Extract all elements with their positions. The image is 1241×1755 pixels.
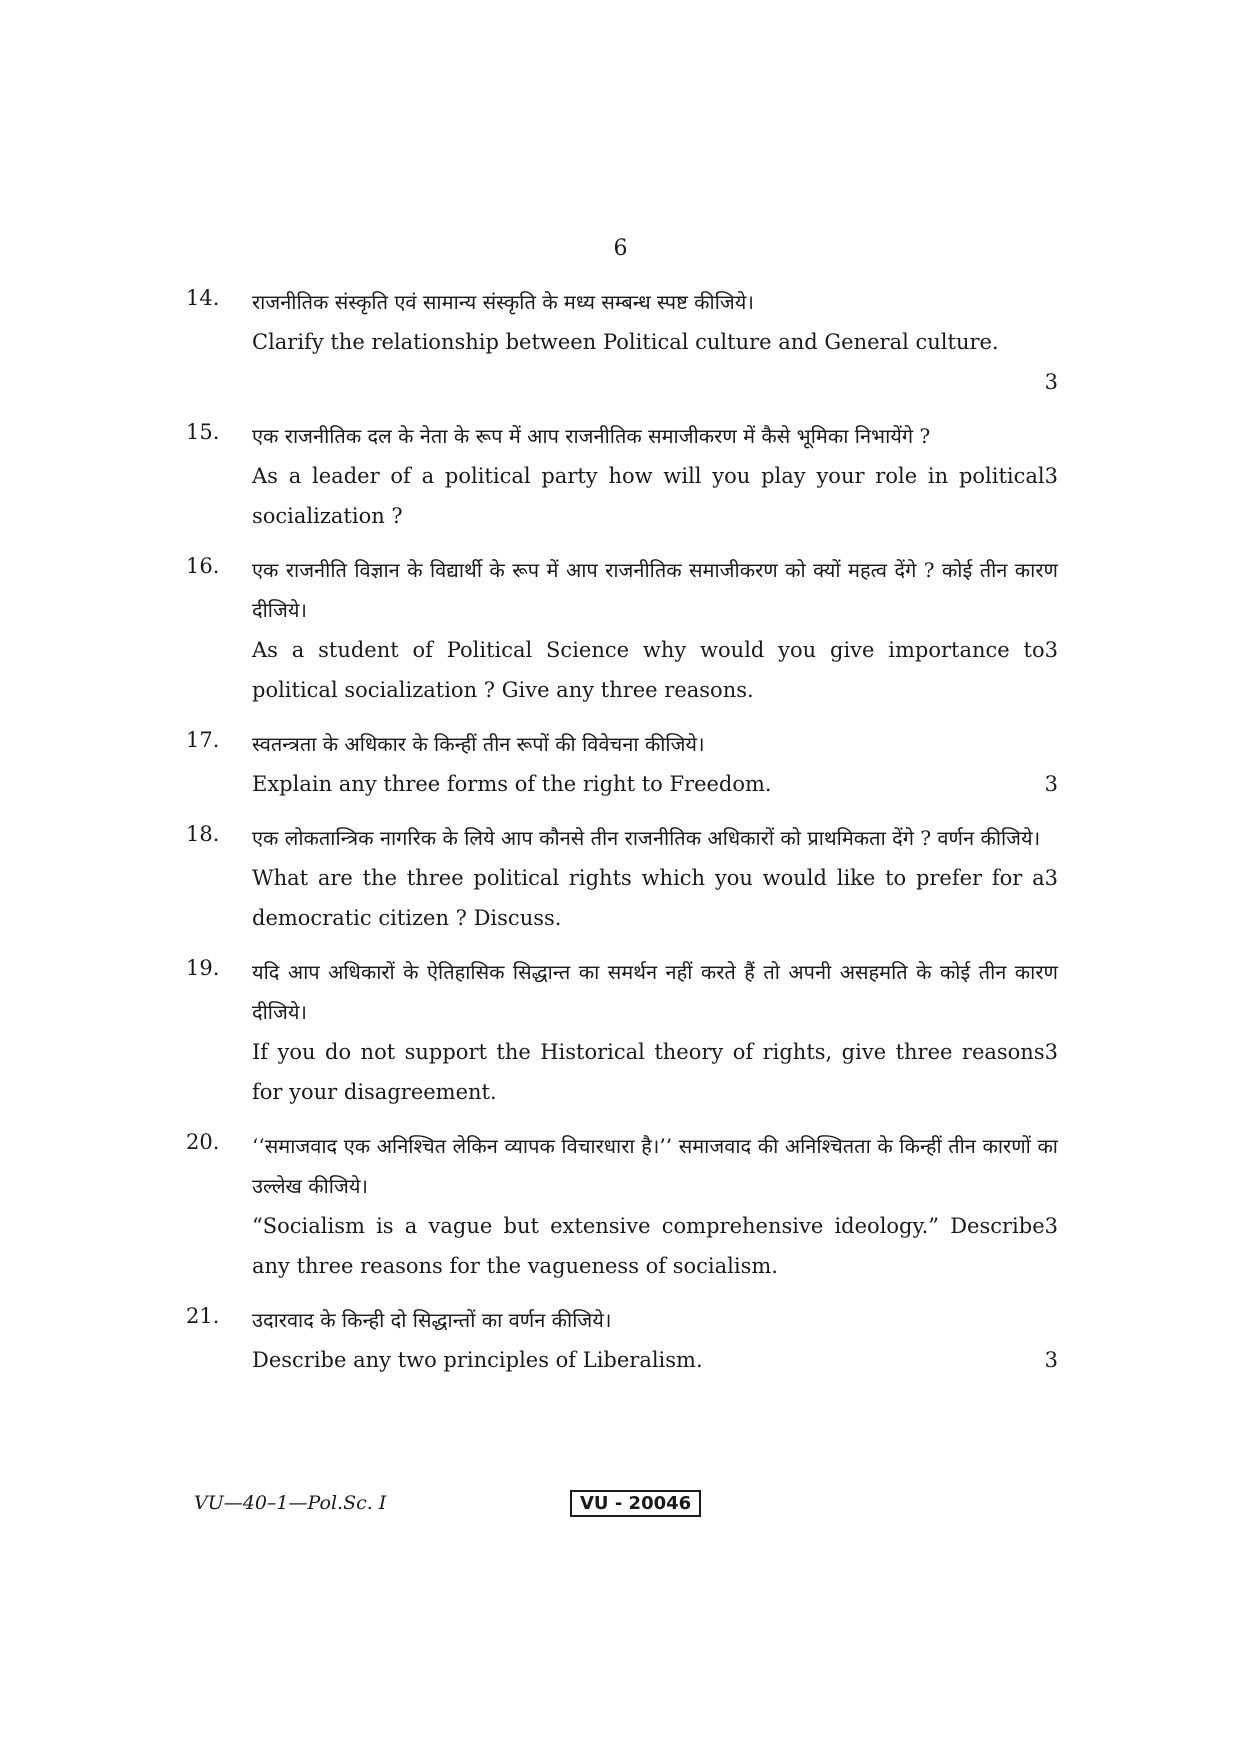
question-number: 16. (186, 554, 220, 578)
question-number: 19. (186, 956, 220, 980)
question-body (252, 416, 1058, 536)
question-number: 20. (186, 1130, 220, 1154)
question-text-english: Explain any three forms of the right to Freedom. (252, 772, 772, 796)
question-marks: 3 (1044, 1214, 1058, 1238)
question-marks: 3 (1044, 772, 1058, 796)
paper-code: VU—40–1—Pol.Sc. I (194, 1492, 387, 1514)
question-text-hindi: ‘‘समाजवाद एक अनिश्चित लेकिन व्यापक विचारधारा है।’’ समाजवाद की अनिश्चितता के किन्हीं तीन कारणों का उल्लेख कीजिये। (252, 1134, 1058, 1198)
question-marks: 3 (1044, 1348, 1058, 1372)
question-text-hindi: राजनीतिक संस्कृति एवं सामान्य संस्कृति के मध्य सम्बन्ध स्पष्ट कीजिये। (252, 290, 754, 314)
question-body (252, 1126, 1058, 1286)
question-list (186, 282, 1058, 1394)
question-english-block (252, 456, 1058, 536)
paper-id-box: VU - 20046 (570, 1490, 701, 1517)
question-text-english: “Socialism is a vague but extensive comprehensive ideology.” Describe any three reasons for the vagueness of socialism. (252, 1214, 1045, 1278)
question-20 (186, 1126, 1058, 1286)
question-text-english: What are the three political rights which you would like to prefer for a democratic citizen ? Discuss. (252, 866, 1045, 930)
question-text-hindi: यदि आप अधिकारों के ऐतिहासिक सिद्धान्त का समर्थन नहीं करते हैं तो अपनी असहमति के कोई तीन कारण दीजिये। (252, 960, 1058, 1024)
question-english-block (252, 858, 1058, 938)
question-english-block (252, 1032, 1058, 1112)
question-marks: 3 (1044, 638, 1058, 662)
question-english-block (252, 1206, 1058, 1286)
question-19 (186, 952, 1058, 1112)
question-text-hindi: एक राजनीतिक दल के नेता के रूप में आप राजनीतिक समाजीकरण में कैसे भूमिका निभायेंगे ? (252, 424, 931, 448)
question-number: 18. (186, 822, 220, 846)
question-14 (186, 282, 1058, 402)
question-text-english: If you do not support the Historical theory of rights, give three reasons for your disagreement. (252, 1040, 1045, 1104)
question-body (252, 818, 1058, 938)
question-english-block (252, 764, 1058, 804)
question-marks: 3 (1044, 1040, 1058, 1064)
question-15 (186, 416, 1058, 536)
question-number: 21. (186, 1304, 220, 1328)
question-text-hindi: एक राजनीति विज्ञान के विद्यार्थी के रूप में आप राजनीतिक समाजीकरण को क्यों महत्व देंगे ? कोई तीन कारण दीजिये। (252, 558, 1058, 622)
question-text-hindi: उदारवाद के किन्ही दो सिद्धान्तों का वर्णन कीजिये। (252, 1308, 612, 1332)
page-footer (194, 1490, 1064, 1522)
question-marks: 3 (1044, 866, 1058, 890)
question-text-english: Clarify the relationship between Political culture and General culture. (252, 330, 999, 354)
page-number: 6 (613, 236, 628, 261)
question-16 (186, 550, 1058, 710)
question-body (252, 282, 1058, 402)
question-marks: 3 (1044, 464, 1058, 488)
question-text-hindi: एक लोकतान्त्रिक नागरिक के लिये आप कौनसे तीन राजनीतिक अधिकारों को प्राथमिकता देंगे ? वर्णन कीजिये। (252, 826, 1041, 850)
question-18 (186, 818, 1058, 938)
question-text-english: Describe any two principles of Liberalism. (252, 1348, 703, 1372)
question-text-english: As a student of Political Science why would you give importance to political socialization ? Give any three reasons. (252, 638, 1045, 702)
question-marks: 3 (1044, 370, 1058, 394)
question-body (252, 952, 1058, 1112)
question-english-block (252, 1340, 1058, 1380)
question-number: 14. (186, 286, 220, 310)
question-english-block (252, 630, 1058, 710)
question-body (252, 550, 1058, 710)
question-body (252, 1300, 1058, 1380)
question-17 (186, 724, 1058, 804)
question-number: 15. (186, 420, 220, 444)
question-body (252, 724, 1058, 804)
question-21 (186, 1300, 1058, 1380)
question-text-hindi: स्वतन्त्रता के अधिकार के किन्हीं तीन रूपों की विवेचना कीजिये। (252, 732, 705, 756)
question-number: 17. (186, 728, 220, 752)
question-text-english: As a leader of a political party how will you play your role in political socialization ? (252, 464, 1045, 528)
